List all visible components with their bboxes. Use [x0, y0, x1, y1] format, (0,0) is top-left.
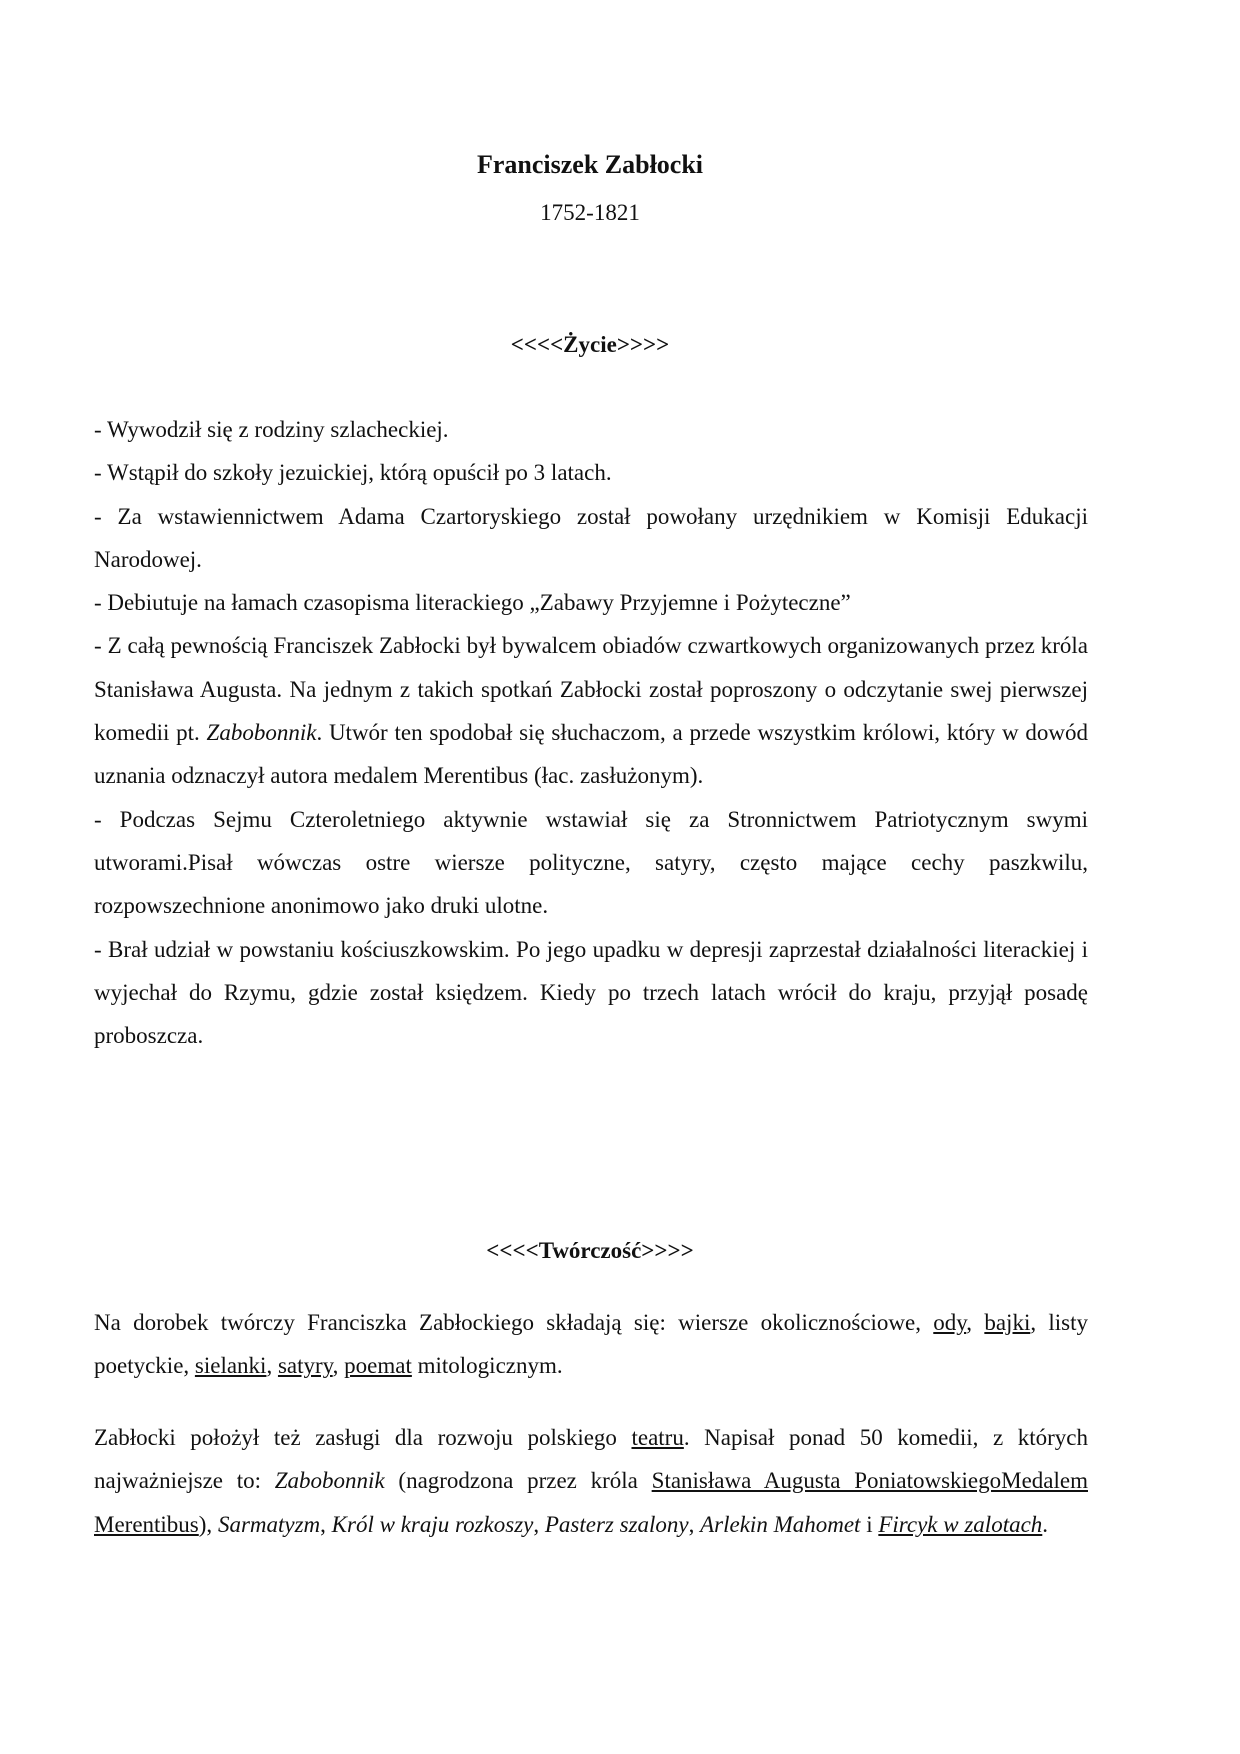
work-paragraph-2	[94, 1416, 1088, 1546]
text-span: ,	[688, 1511, 701, 1537]
life-years: 1752-1821	[540, 200, 640, 225]
link-fircyk-w-zalotach[interactable]: Fircyk w zalotach	[878, 1511, 1043, 1537]
work-title-italic: Król w kraju rozkoszy	[331, 1511, 534, 1537]
section-heading-life: <<<<Życie>>>>	[510, 332, 670, 357]
work-paragraph-1	[94, 1301, 1088, 1388]
link-sielanki[interactable]: sielanki	[194, 1353, 267, 1379]
section-heading-work: <<<<Twórczość>>>>	[486, 1238, 694, 1263]
text-span: . Napisał ponad 50 komedii, z których najważniejsze to:	[94, 1425, 1088, 1494]
text-span: .	[1042, 1511, 1049, 1537]
work-title-italic: Zabobonnik	[274, 1468, 385, 1494]
text-span: ,	[332, 1353, 345, 1379]
life-item: - Debiutuje na łamach czasopisma literackiego „Zabawy Przyjemne i Pożyteczne”	[94, 590, 851, 616]
text-span: ),	[198, 1511, 218, 1537]
life-section	[94, 408, 1088, 1057]
text-span: Zabłocki położył też zasługi dla rozwoju polskiego	[94, 1425, 632, 1450]
text-span: . Utwór ten spodobał się słuchaczom, a przede wszystkim królowi, który w dowód uznania odznaczył autora medalem Merentibus (łac. zasłużonym).	[94, 720, 1089, 789]
link-satyry[interactable]: satyry	[277, 1353, 333, 1379]
link-poemat[interactable]: poemat	[344, 1353, 412, 1379]
life-item: - Wywodził się z rodziny szlacheckiej.	[94, 417, 449, 442]
paragraph	[94, 1416, 1088, 1546]
life-item: - Za wstawiennictwem Adama Czartoryskiego został powołany urzędnikiem w Komisji Edukacji Narodowej.	[94, 503, 1088, 572]
link-bajki[interactable]: bajki	[984, 1310, 1031, 1335]
text-span: ,	[266, 1353, 278, 1379]
work-title-italic: Arlekin Mahomet	[700, 1511, 861, 1537]
text-span: ,	[966, 1310, 985, 1335]
life-item: - Brał udział w powstaniu kościuszkowskim. Po jego upadku w depresji zaprzestał działalności literackiej i wyjechał do Rzymu, gdzie został księdzem. Kiedy po trzech latach wrócił do kraju, przyjął posadę proboszcza.	[94, 936, 1088, 1049]
work-title-italic: Sarmatyzm	[217, 1511, 321, 1537]
text-span: i	[860, 1511, 879, 1537]
text-span: mitologicznym.	[411, 1353, 563, 1379]
text-span: (nagrodzona przez króla	[384, 1468, 652, 1494]
life-item: - Wstąpił do szkoły jezuickiej, którą opuścił po 3 latach.	[94, 460, 612, 486]
link-stanislaw-august[interactable]: Stanisława Augusta PoniatowskiegoMedalem Merentibus	[94, 1468, 1088, 1537]
text-span: Na dorobek twórczy Franciszka Zabłockiego składają się: wiersze okolicznościowe,	[94, 1310, 934, 1335]
work-title-italic: Pasterz szalony	[544, 1511, 689, 1537]
text-span: , listy poetyckie,	[94, 1310, 1089, 1379]
text-span: ,	[320, 1511, 332, 1537]
text-span: - Z całą pewnością Franciszek Zabłocki był bywalcem obiadów czwartkowych organizowanych przez króla Stanisława Augusta. Na jednym z takich spotkań Zabłocki został poproszony o odczytanie swej pierwszej komedii pt.	[94, 633, 1088, 746]
life-item	[94, 624, 1088, 797]
paragraph	[94, 1301, 1088, 1388]
link-ody[interactable]: ody	[933, 1310, 967, 1335]
text-span: ,	[533, 1511, 545, 1537]
life-item: - Podczas Sejmu Czteroletniego aktywnie wstawiał się za Stronnictwem Patriotycznym swymi utworami.Pisał wówczas ostre wiersze polityczne, satyry, często mające cechy paszkwilu, rozpowszechnione anonimowo jako druki ulotne.	[94, 806, 1088, 919]
work-title-italic: Zabobonnik	[206, 720, 317, 746]
document-title: Franciszek Zabłocki	[476, 150, 704, 179]
link-teatru[interactable]: teatru	[631, 1425, 684, 1450]
